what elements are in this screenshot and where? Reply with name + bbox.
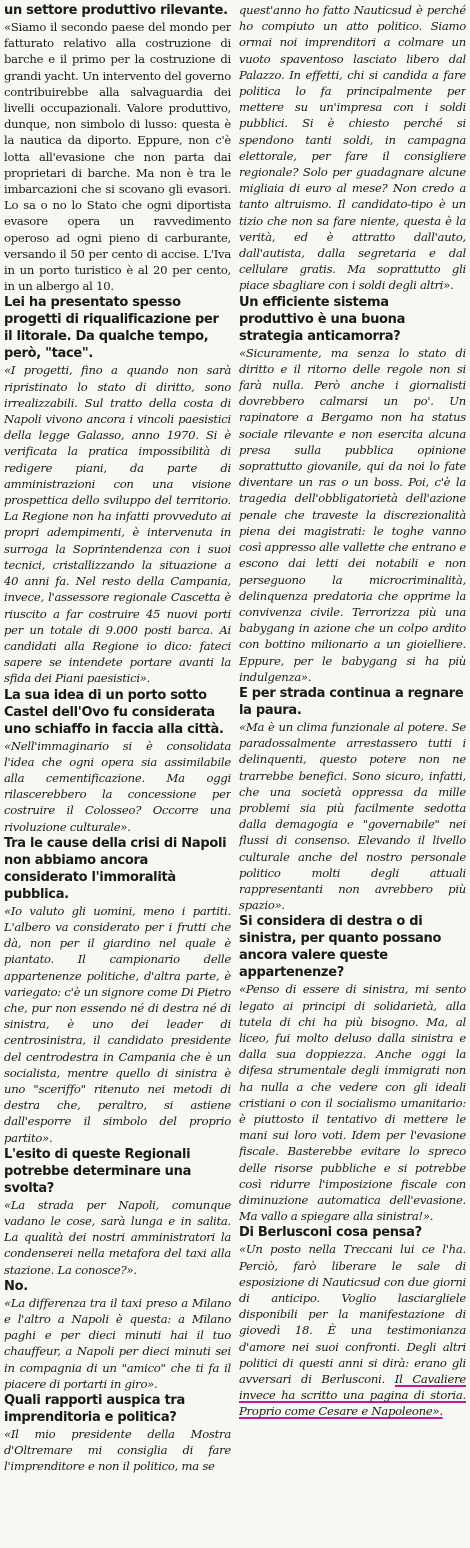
- question-heading: Lei ha presentato spesso progetti di riqualificazione per il litorale. Da qualche tempo, però, "tace".: [4, 295, 219, 362]
- answer-paragraph: «Sicuramente, ma senza lo stato di diritto e il ritorno delle regole non si farà nulla. Però anche i giornalisti dovrebbero calmarsi un po'. Un rapinatore a Bergamo non ha status sociale rilevante e non esercita alcuna presa sulla pubblica opinione soprattutto giovanile, qui da noi lo fate diventare un ras o un boss. Poi, c'è la tragedia dell'obbligatorietà dell'azione penale che traveste la discrezionalità piena dei magistrati: le toghe vanno così appresso alle vallette che entrano e escono dai letti dei notabili e non perseguono la microcriminalità, delinquenza predatoria che opprime la convivenza civile. Terrorizza più una babygang in azione che un colpo ardito con bottino milionario a un gioielliere. Eppure, per le babygang si ha più indulgenza».: [239, 345, 466, 684]
- highlighted-quote: Il Cavaliere invece ha scritto una pagina di storia. Proprio come Cesare e Napoleone».: [239, 1372, 466, 1419]
- question-heading: Un efficiente sistema produttivo è una buona strategia anticamorra?: [239, 294, 406, 344]
- answer-paragraph: «La differenza tra il taxi preso a Milano e l'altro a Napoli è questa: a Milano paghi e per dieci minuti hai il tuo chauffeur, a Napoli per dieci minuti sei in compagnia di un "amico" che ti fa il piacere di portarti in giro».: [4, 1295, 231, 1391]
- question-heading: E per strada continua a regnare la paura.: [239, 685, 464, 718]
- answer-paragraph: «Siamo il secondo paese del mondo per fatturato relativo alla costruzione di barche e il primo per la costruzione di grandi yacht. Un intervento del governo contribuirebbe alla salvaguardia dei livelli occupazionali. Valore produttivo, dunque, non simbolo di lusso: questa è la nautica da diporto. Eppure, non c'è lotta all'evasione che non parta dai proprietari di barche. Ma non è tra le imbarcazioni che si scovano gli evasori. Lo sa o no lo Stato che ogni diportista evasore opera un ravvedimento operoso ad ogni pieno di carburante, versando il 50 per cento di accise. L'Iva in un porto turistico è al 20 per cento, in un albergo al 10.: [4, 20, 231, 294]
- question-heading: La sua idea di un porto sotto Castel dell'Ovo fu considerata uno schiaffo in faccia alla città.: [4, 687, 224, 737]
- question-heading: L'esito di queste Regionali potrebbe determinare una svolta?: [4, 1146, 192, 1196]
- question-heading: Quali rapporti auspica tra imprenditoria e politica?: [4, 1393, 185, 1426]
- question-heading: Si considera di destra o di sinistra, per quanto possano ancora valere queste appartenenze?: [239, 914, 442, 981]
- right-column: [239, 2, 466, 1548]
- answer-paragraph: «Penso di essere di sinistra, mi sento legato ai principi di solidarietà, alla tutela di chi ha più bisogno. Ma, al liceo, fui molto deluso dalla sinistra e dalla sua doppiezza. Anche oggi la difesa strumentale degli immigrati non ha nulla a che vedere con gli ideali cristiani o con il socialismo umanitario: è piuttosto il tentativo di mettere le mani sui loro voti. Idem per l'evasione fiscale. Basterebbe evitare lo spreco delle risorse pubbliche e si potrebbe così ridurre l'imposizione fiscale con diminuzione automatica dell'evasione. Ma vallo a spiegare alla sinistra!».: [239, 982, 466, 1224]
- question-heading: Di Berlusconi cosa pensa?: [239, 1225, 422, 1241]
- answer-paragraph: «Nell'immaginario si è consolidata l'idea che ogni opera sia assimilabile alla cementificazione. Ma oggi rilascerebbero la concessione per costruire il Colosseo? Occorre una rivoluzione culturale».: [4, 738, 231, 834]
- left-column: [4, 2, 231, 1548]
- answer-paragraph: «Ma è un clima funzionale al potere. Se paradossalmente arrestassero tutti i delinquenti, questo potere non ne trarrebbe benefici. Sono sicuro, infatti, che una società oppressa da mille problemi sia più facilmente sedotta dalla demagogia e "governabile" nei flussi di consenso. Elevando il livello culturale anche del nostro personale politico molti degli attuali rappresentanti non avrebbero più spazio».: [239, 719, 466, 913]
- answer-paragraph: «Il mio presidente della Mostra d'Oltremare mi consiglia di fare l'imprenditore e non il politico, ma se: [4, 1427, 231, 1474]
- answer-paragraph: «I progetti, fino a quando non sarà ripristinato lo stato di diritto, sono irrealizzabili. Sul tratto della costa di Napoli vivono ancora i vincoli paesistici della legge Galasso, anno 1970. Si è verificata la pratica impossibilità di redigere piani, da parte di amministrazioni con una visione prospettica dello sviluppo del territorio. La Regione non ha infatti provveduto ai propri adempimenti, è intervenuta in surroga la Soprintendenza con i suoi tecnici, cristallizzando la situazione a 40 anni fa. Nel resto della Campania, invece, l'assessore regionale Cascetta è riuscito a far costruire 45 nuovi porti per un totale di 9.000 posti barca. Ai candidati alla Regione io dico: fateci sapere se intendete portare avanti la sfida dei Piani paesistici».: [4, 363, 231, 686]
- answer-paragraph: quest'anno ho fatto Nauticsud è perché ho compiuto un atto politico. Siamo ormai noi imprenditori a colmare un vuoto spaventoso lasciato libero dal Palazzo. In effetti, chi si candida a fare politica lo fa principalmente per mettere su un'impresa con i soldi pubblici. Si è chiesto perché si spendono tanti soldi, in campagna elettorale, per fare il consigliere regionale? Solo per guadagnare alcune migliaia di euro al mese? Non credo a tanto altruismo. Il candidato-tipo è un tizio che non sa fare niente, questa è la verità, ed è attratto dall'auto, dall'autista, dalla segretaria e dal cellulare gratis. Ma soprattutto gli piace sbagliare con i soldi degli altri».: [239, 3, 466, 293]
- question-heading: un settore produttivo rilevante.: [4, 3, 228, 18]
- question-heading: No.: [4, 1278, 28, 1294]
- answer-text: «Un posto nella Treccani lui ce l'ha. Perciò, farò liberare le sale di esposizione di Nauticsud con due giorni di anticipo. Voglio lasciargliele disponibili per la manifestazione di giovedì 18. È una testimonianza d'amore nei suoi confronti. Degli altri politici di questi anni si dirà: erano gli avversari di Berlusconi.: [239, 1242, 466, 1387]
- answer-paragraph: [239, 1241, 466, 1419]
- question-heading: Tra le cause della crisi di Napoli non abbiamo ancora considerato l'immoralità pubblica.: [4, 835, 227, 902]
- answer-paragraph: «Io valuto gli uomini, meno i partiti. L'albero va considerato per i frutti che dà, non per il giardino nel quale è piantato. Il campionario delle appartenenze politiche, d'altra parte, è variegato: c'è un signore come Di Pietro che, pur non essendo né di destra né di sinistra, è uno dei leader di centrosinistra, il candidato presidente del centrodestra in Campania che è un socialista, mentre quello di sinistra è uno "sceriffo" ritenuto nei metodi di destra che, peraltro, si astiene dall'esporre il simbolo del proprio partito».: [4, 903, 231, 1145]
- answer-paragraph: «La strada per Napoli, comunque vadano le cose, sarà lunga e in salita. La qualità dei nostri amministratori la condenserei nella metafora del taxi alla stazione. La conosce?».: [4, 1197, 231, 1277]
